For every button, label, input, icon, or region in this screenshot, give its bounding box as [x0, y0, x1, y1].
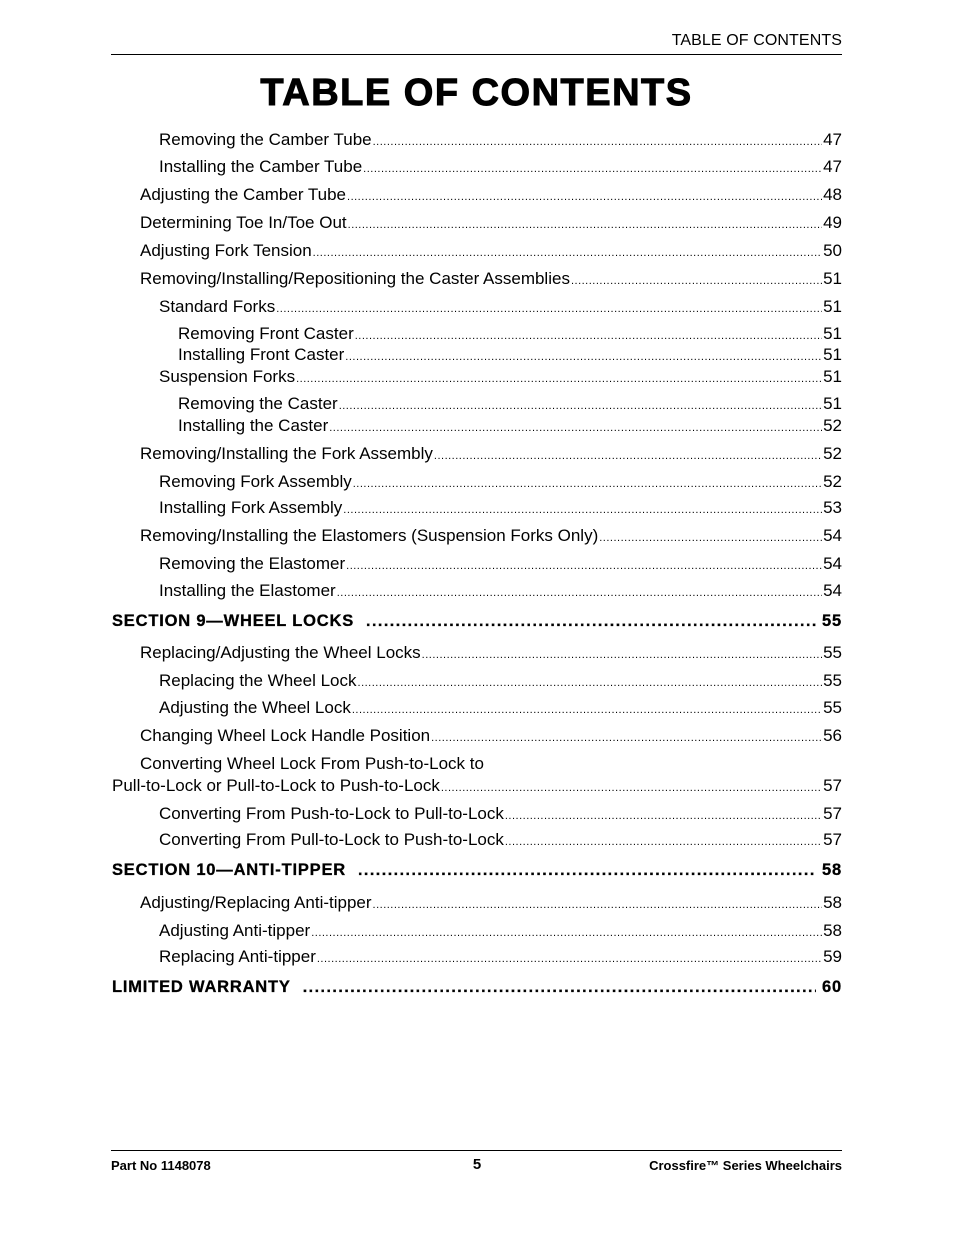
toc-entry[interactable]: [0, 776, 842, 796]
toc-entry[interactable]: [0, 893, 842, 913]
toc-entry-label: Converting Wheel Lock From Push-to-Lock to: [140, 754, 484, 773]
dot-leader: [366, 612, 816, 631]
toc-entry[interactable]: [0, 394, 842, 414]
page-title: TABLE OF CONTENTS: [260, 72, 693, 114]
dot-leader: [431, 726, 822, 746]
dot-leader: [276, 297, 822, 317]
toc-page-number: 57: [823, 776, 842, 795]
dot-leader: [571, 269, 822, 289]
dot-leader: [339, 394, 822, 414]
toc-entry-label: Removing Front Caster: [178, 324, 354, 343]
toc-entry-label: Replacing/Adjusting the Wheel Locks: [140, 643, 421, 662]
toc-page-number: 54: [823, 554, 842, 573]
toc-section-entry[interactable]: [0, 861, 842, 880]
toc-entry-label: Installing Front Caster: [178, 345, 345, 364]
toc-entry-label: Converting From Pull-to-Lock to Push-to-Lock: [159, 830, 504, 849]
toc-entry-label: Removing the Camber Tube: [159, 130, 372, 149]
dot-leader: [358, 861, 816, 880]
toc-entry-label: Adjusting the Wheel Lock: [159, 698, 351, 717]
toc-page-number: 51: [823, 297, 842, 316]
toc-entry-label: Converting From Push-to-Lock to Pull-to-Lock: [159, 804, 504, 823]
toc-entry-label: Changing Wheel Lock Handle Position: [140, 726, 431, 745]
toc-entry[interactable]: [0, 367, 842, 387]
dot-leader: [347, 185, 822, 205]
toc-entry-label: Suspension Forks: [159, 367, 296, 386]
toc-page-number: 58: [823, 893, 842, 912]
dot-leader: [353, 472, 822, 492]
toc-page-number: 51: [823, 367, 842, 386]
toc-page-number: 51: [823, 394, 842, 413]
toc-entry-label: Replacing Anti-tipper: [159, 947, 316, 966]
toc-entry-label: Removing Fork Assembly: [159, 472, 352, 491]
toc-entry[interactable]: [0, 581, 842, 601]
toc-page-number: 52: [823, 444, 842, 463]
toc-page-number: 60: [822, 978, 842, 996]
toc-entry-label: Standard Forks: [159, 297, 276, 316]
toc-entry-label: SECTION 9—WHEEL LOCKS: [112, 612, 355, 630]
dot-leader: [311, 921, 822, 941]
toc-entry-label: SECTION 10—ANTI-TIPPER: [112, 861, 346, 879]
dot-leader: [352, 698, 822, 718]
toc-entry[interactable]: [0, 416, 842, 436]
toc-entry-label: Removing the Elastomer: [159, 554, 346, 573]
toc-entry[interactable]: [0, 726, 842, 746]
toc-page-number: 54: [823, 526, 842, 545]
toc-page-number: 59: [823, 947, 842, 966]
dot-leader: [345, 345, 822, 365]
toc-entry-label: Adjusting Fork Tension: [140, 241, 312, 260]
toc-entry-label: Installing the Elastomer: [159, 581, 336, 600]
dot-leader: [355, 324, 822, 344]
toc-entry-label: Adjusting/Replacing Anti-tipper: [140, 893, 372, 912]
footer-page-number: 5: [472, 1156, 482, 1173]
toc-page-number: 57: [823, 804, 842, 823]
dot-leader: [343, 498, 822, 518]
toc-entry[interactable]: [0, 643, 842, 663]
toc-entry-label: Removing/Installing the Elastomers (Suspension Forks Only): [140, 526, 599, 545]
toc-entry-label: Replacing the Wheel Lock: [159, 671, 357, 690]
dot-leader: [599, 526, 822, 546]
running-header: TABLE OF CONTENTS: [671, 32, 842, 49]
dot-leader: [373, 130, 822, 150]
toc-page-number: 47: [823, 157, 842, 176]
dot-leader: [337, 581, 822, 601]
toc-page-number: 55: [823, 671, 842, 690]
toc-page-number: 51: [823, 345, 842, 364]
toc-entry[interactable]: [0, 472, 842, 492]
dot-leader: [317, 947, 822, 967]
dot-leader: [363, 157, 822, 177]
dot-leader: [434, 444, 822, 464]
toc-page-number: 52: [823, 416, 842, 435]
footer-part-number: Part No 1148078: [111, 1158, 211, 1173]
dot-leader: [313, 241, 822, 261]
toc-entry-label: Installing the Caster: [178, 416, 329, 435]
toc-entry[interactable]: [0, 444, 842, 464]
toc-page-number: 52: [823, 472, 842, 491]
toc-page-number: 58: [823, 921, 842, 940]
dot-leader: [358, 671, 823, 691]
toc-entry-label: LIMITED WARRANTY: [112, 978, 291, 996]
dot-leader: [303, 978, 816, 997]
dot-leader: [505, 804, 822, 824]
toc-entry-label: Adjusting Anti-tipper: [159, 921, 311, 940]
toc-page-number: 51: [823, 324, 842, 343]
dot-leader: [348, 213, 822, 233]
toc-entry[interactable]: [0, 830, 842, 850]
toc-entry[interactable]: [0, 554, 842, 574]
toc-entry[interactable]: [0, 698, 842, 718]
toc-section-entry[interactable]: [0, 978, 842, 997]
toc-page-number: 55: [823, 643, 842, 662]
toc-entry[interactable]: [0, 297, 842, 317]
toc-entry[interactable]: [0, 185, 842, 205]
dot-leader: [346, 554, 822, 574]
toc-page-number: 48: [823, 185, 842, 204]
toc-entry[interactable]: [0, 269, 842, 289]
toc-entry[interactable]: [0, 157, 842, 177]
toc-page-number: 49: [823, 213, 842, 232]
toc-entry-label: Removing/Installing the Fork Assembly: [140, 444, 433, 463]
dot-leader: [296, 367, 822, 387]
toc-entry[interactable]: [0, 498, 842, 518]
toc-entry[interactable]: [0, 130, 842, 150]
toc-entry-label: Installing the Camber Tube: [159, 157, 363, 176]
toc-entry-label: Pull-to-Lock or Pull-to-Lock to Push-to-Lock: [112, 776, 440, 795]
toc-page-number: 51: [823, 269, 842, 288]
dot-leader: [373, 893, 823, 913]
toc-page-number: 55: [823, 698, 842, 717]
toc-page-number: 50: [823, 241, 842, 260]
toc-entry-label: Installing Fork Assembly: [159, 498, 343, 517]
toc-section-entry[interactable]: [0, 612, 842, 631]
dot-leader: [441, 776, 822, 796]
toc-entry[interactable]: [0, 213, 842, 233]
footer-divider: [111, 1150, 842, 1151]
footer-product-name: Crossfire™ Series Wheelchairs: [649, 1158, 842, 1173]
toc-entry[interactable]: [0, 947, 842, 967]
toc-entry[interactable]: [0, 345, 842, 365]
toc-entry-label: Adjusting the Camber Tube: [140, 185, 347, 204]
toc-entry[interactable]: [0, 324, 842, 344]
toc-page-number: 56: [823, 726, 842, 745]
dot-leader: [422, 643, 822, 663]
toc-page-number: 53: [823, 498, 842, 517]
toc-page-number: 58: [822, 861, 842, 879]
toc-entry-label: Determining Toe In/Toe Out: [140, 213, 347, 232]
toc-entry[interactable]: [0, 241, 842, 261]
toc-entry[interactable]: [0, 526, 842, 546]
toc-page-number: 54: [823, 581, 842, 600]
toc-page-number: 47: [823, 130, 842, 149]
dot-leader: [329, 416, 822, 436]
dot-leader: [505, 830, 822, 850]
toc-entry-label: Removing/Installing/Repositioning the Caster Assemblies: [140, 269, 570, 288]
toc-entry[interactable]: [0, 921, 842, 941]
toc-entry-label: Removing the Caster: [178, 394, 338, 413]
toc-entry[interactable]: [0, 671, 842, 691]
toc-entry[interactable]: [0, 804, 842, 824]
toc-page-number: 55: [822, 612, 842, 630]
toc-page-number: 57: [823, 830, 842, 849]
